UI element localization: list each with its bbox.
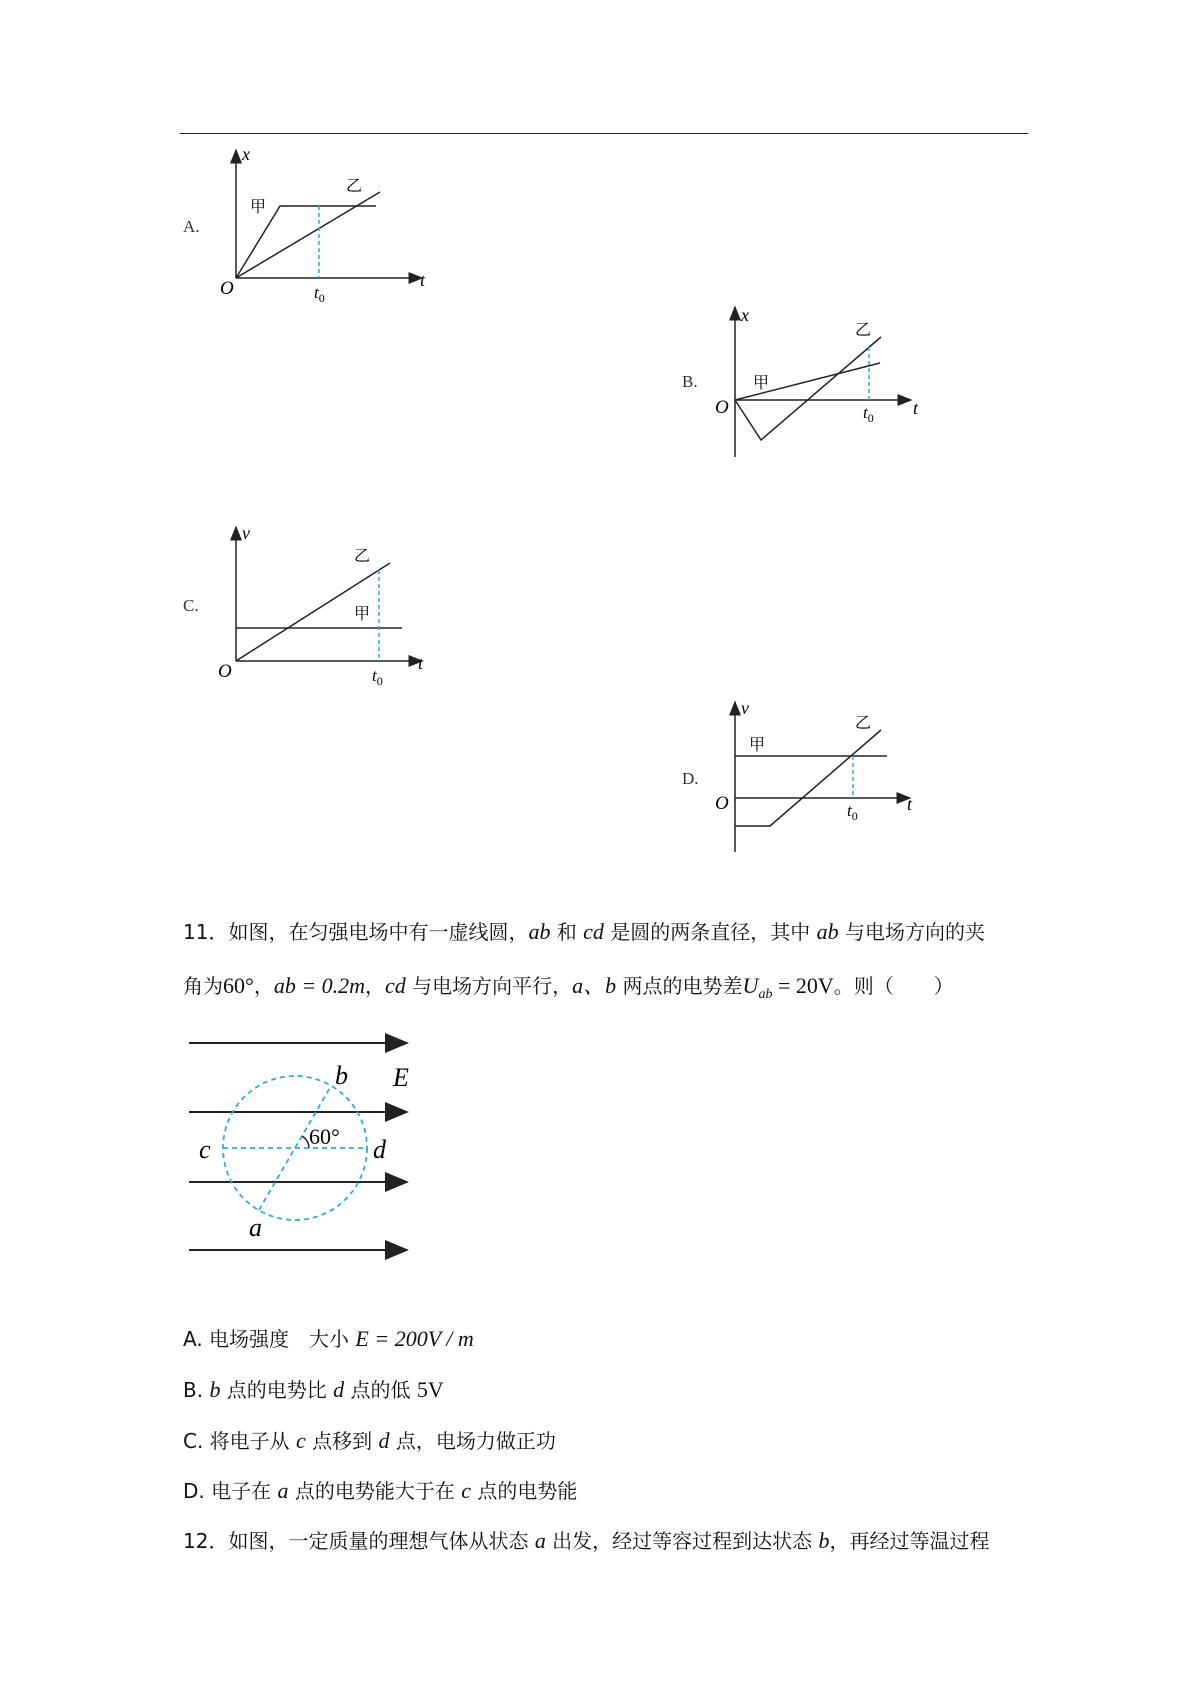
axis-label-y: v [242, 523, 250, 543]
point-c-label: c [199, 1135, 211, 1164]
option-a-label: A. [183, 217, 200, 236]
axis-label-x: t [913, 398, 919, 418]
q12-line1: 12．如图，一定质量的理想气体从状态 a 出发，经过等容过程到达状态 b，再经过等温过程 [183, 1528, 990, 1553]
q11-option-b: B. b 点的电势比 d 点的低 5V [183, 1377, 444, 1402]
graph-b [715, 305, 935, 465]
t0-label: $t_0$ [847, 801, 858, 823]
origin-label: O [220, 278, 234, 299]
line-yi-label: 乙 [855, 713, 872, 732]
top-rule [180, 133, 1028, 134]
q11-line1: 11．如图，在匀强电场中有一虚线圆，ab 和 cd 是圆的两条直径，其中 ab 与电场方向的夹 [183, 919, 986, 944]
axis-label-y: x [242, 144, 250, 164]
q11-field-figure [185, 1030, 435, 1260]
line-yi-label: 乙 [346, 176, 363, 195]
t0-label: $t_0$ [372, 666, 383, 688]
angle-label: 60° [309, 1124, 340, 1149]
line-yi-label: 乙 [354, 546, 371, 565]
line-jia-label: 甲 [354, 604, 371, 623]
origin-label: O [715, 397, 729, 418]
option-b-label: B. [682, 372, 698, 391]
point-b-label: b [335, 1061, 348, 1090]
graph-c [210, 523, 430, 688]
line-jia-label: 甲 [749, 735, 766, 754]
line-yi-label: 乙 [855, 320, 872, 339]
t0-label: $t_0$ [863, 403, 874, 425]
graph-a [210, 144, 430, 305]
t0-label: $t_0$ [314, 283, 325, 305]
origin-label: O [218, 661, 232, 682]
line-jia-label: 甲 [753, 373, 770, 392]
axis-label-y: x [741, 305, 749, 325]
option-d-label: D. [682, 769, 699, 788]
axis-label-x: t [418, 653, 424, 673]
option-c-label: C. [183, 596, 199, 615]
axis-label-y: v [741, 698, 749, 718]
line-jia-label: 甲 [250, 197, 267, 216]
graph-d [715, 700, 935, 860]
axis-label-x: t [420, 270, 426, 290]
origin-label: O [715, 793, 729, 814]
point-d-label: d [373, 1135, 386, 1164]
point-a-label: a [249, 1213, 262, 1242]
q11-option-c: C. 将电子从 c 点移到 d 点，电场力做正功 [183, 1428, 556, 1453]
axis-label-x: t [907, 794, 913, 814]
q11-option-a: A. 电场强度 大小 E = 200V / m [183, 1326, 474, 1351]
q11-line2: 角为60°，ab = 0.2m，cd 与电场方向平行，a、b 两点的电势差$U_{ab} = 20V$。则（ ） [183, 973, 954, 1002]
q11-option-d: D. 电子在 a 点的电势能大于在 c 点的电势能 [183, 1478, 578, 1503]
field-e-label: E [393, 1063, 409, 1092]
